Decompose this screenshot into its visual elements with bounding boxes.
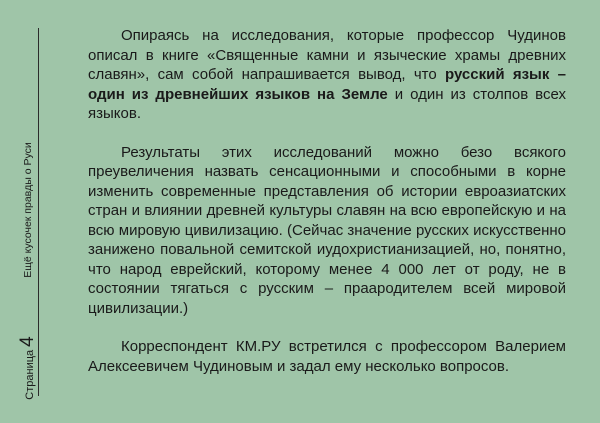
paragraph-1-lead: Опираясь на исследования, которые профессор Чудинов описал в книге «Священные камни и языческие храмы древних славян», сам собой напрашивается вывод, что (88, 27, 566, 83)
paragraph-1 (88, 26, 566, 124)
article-body (88, 26, 566, 376)
paragraph-1-tail: и один из столпов всех языков. (88, 85, 566, 122)
section-title: Ещё кусочек правды о Руси (22, 142, 34, 278)
page-indicator (17, 336, 39, 399)
page-word: Страница (24, 349, 36, 400)
vertical-divider (38, 28, 39, 396)
paragraph-1-emphasis: русский язык – один из древнейших языков на Земле (88, 66, 566, 103)
page-number: 4 (17, 336, 38, 347)
paragraph-2: Результаты этих исследований можно безо всякого преувеличения назвать сенсационными и способными в корне изменить современные представления об истории евроазиатских стран и влиянии древней культуры славян на всю европейскую и на всю мировую цивилизацию. (Сейчас значение русских искусственно занижено повальной семитской иудохристианизацией, но, понятно, что народ еврейский, которому менее 4 000 лет от роду, не в состоянии тягаться с русским – праародителем всей мировой цивилизации.) (88, 143, 566, 317)
paragraph-3: Корреспондент КМ.РУ встретился с профессором Валерием Алексеевичем Чудиновым и задал ему несколько вопросов. (88, 338, 566, 375)
